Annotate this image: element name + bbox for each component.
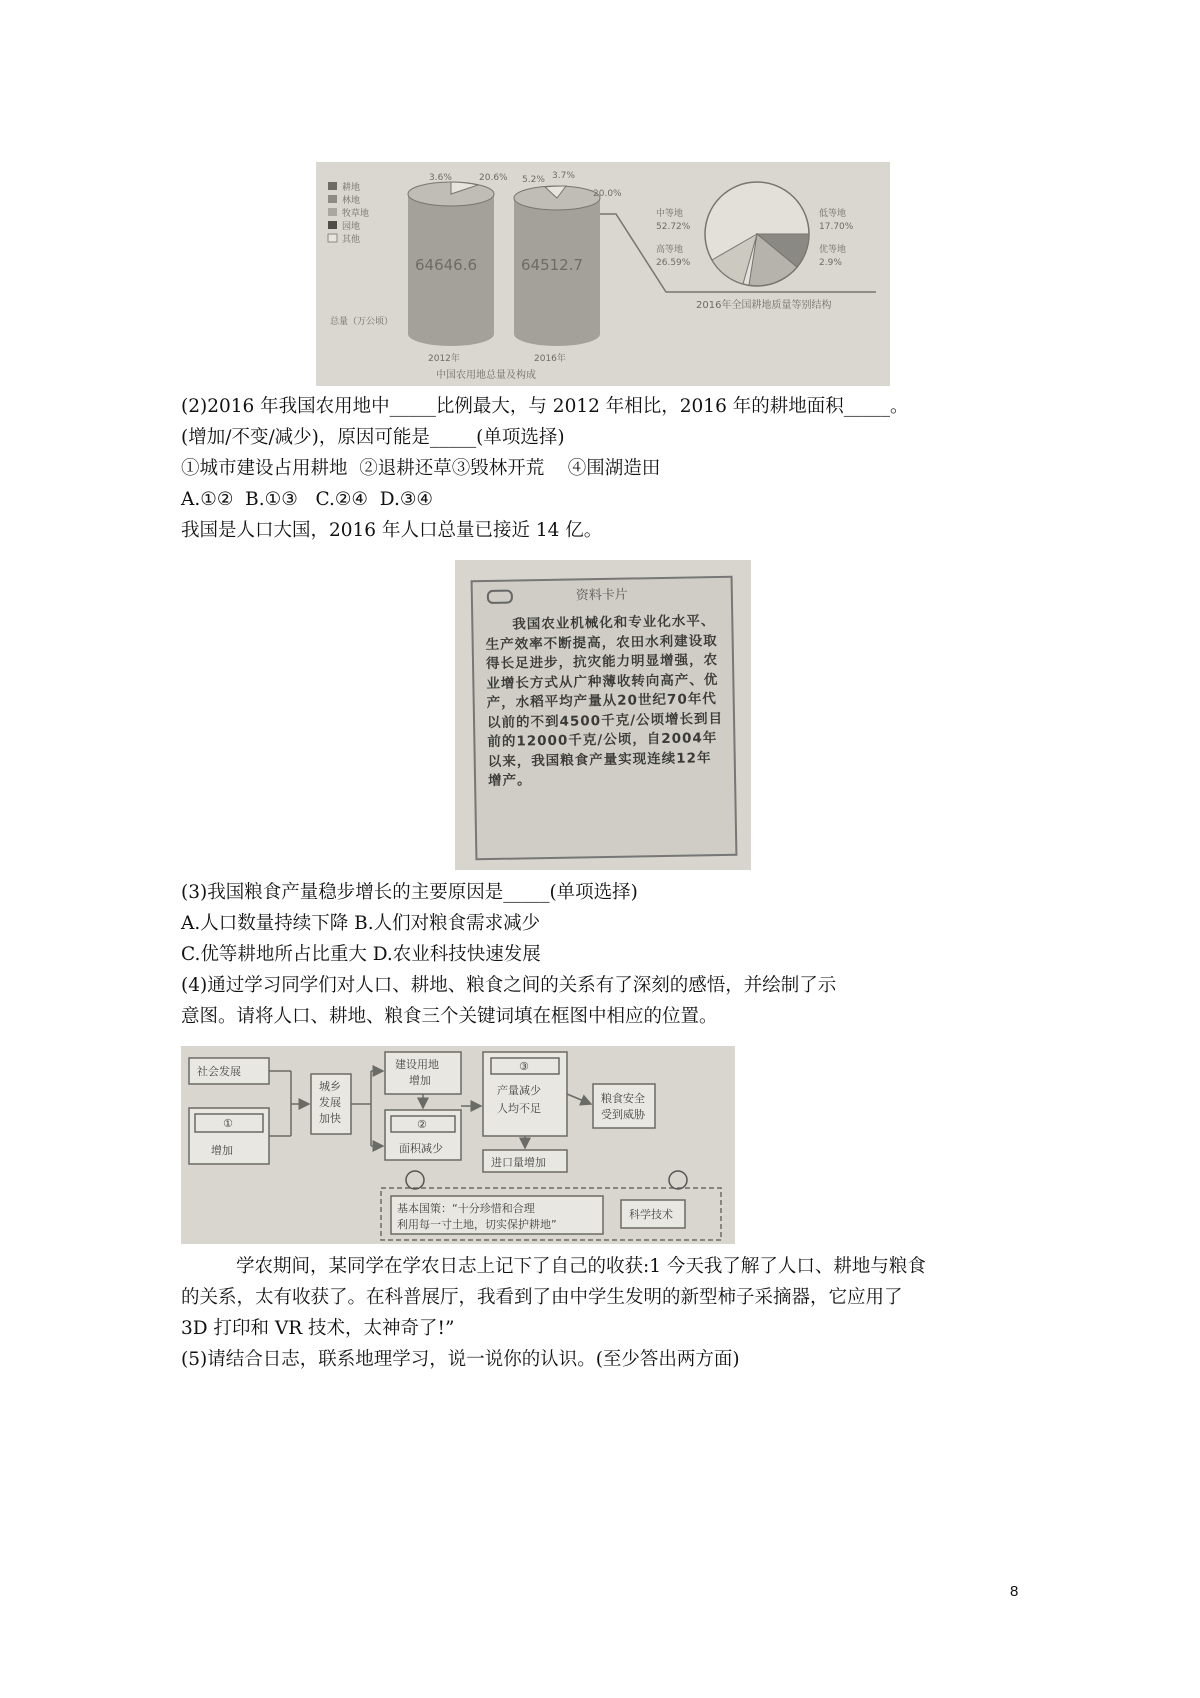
pie-label-pct: 26.59% <box>656 258 691 268</box>
q2-line: (增加/不变/减少)，原因可能是_____(单项选择) <box>181 427 565 448</box>
fist-icon <box>669 1171 687 1189</box>
box-3-text: 人均不足 <box>497 1102 541 1115</box>
box-1-text: 增加 <box>211 1144 233 1157</box>
cylinder-2012 <box>408 173 508 364</box>
basic-policy-line: 利用每一寸土地，切实保护耕地” <box>397 1218 557 1231</box>
q3-choice-line: C.优等耕地所占比重大 D.农业科技快速发展 <box>181 944 541 965</box>
legend-item: 林地 <box>342 196 361 206</box>
box-3-text: 产量减少 <box>497 1084 541 1097</box>
pie-label-pct: 52.72% <box>656 222 691 232</box>
cylinder-2016-top-label: 5.2% <box>522 175 545 185</box>
construction-land-line: 建设用地 <box>395 1058 439 1071</box>
diary-paragraph: 学农期间，某同学在学农日志上记下了自己的收获:1 今天我了解了人口、耕地与粮食 <box>236 1256 926 1277</box>
q4-line: 意图。请将人口、耕地、粮食三个关键词填在框图中相应的位置。 <box>181 1006 718 1027</box>
legend-item: 牧草地 <box>342 209 370 219</box>
legend-item: 其他 <box>342 235 361 245</box>
urban-line: 加快 <box>319 1112 341 1125</box>
basic-policy-line: 基本国策：“十分珍惜和合理 <box>397 1202 535 1215</box>
blank-box-3: ③ <box>519 1060 529 1073</box>
cylinder-2012-year: 2012年 <box>428 354 460 364</box>
figure1-caption: 中国农用地总量及构成 <box>436 370 536 381</box>
cylinder-2016-year: 2016年 <box>534 354 566 364</box>
diary-paragraph: 的关系，太有收获了。在科普展厅，我看到了由中学生发明的新型柿子采摘器，它应用了 <box>181 1287 903 1308</box>
cylinder-2016 <box>514 171 622 364</box>
cylinder-2016-top-label: 3.7% <box>552 171 575 181</box>
box-2-text: 面积减少 <box>399 1142 443 1155</box>
unit-label: 总量（万公顷） <box>330 317 394 327</box>
urban-line: 发展 <box>319 1096 341 1109</box>
pie-caption: 2016年全国耕地质量等别结构 <box>696 300 832 311</box>
pie-label-pct: 17.70% <box>819 222 854 232</box>
data-card <box>471 576 738 861</box>
construction-land-line: 增加 <box>409 1074 431 1087</box>
pie-label-pct: 2.9% <box>819 258 842 268</box>
food-security-line: 受到威胁 <box>601 1108 645 1121</box>
pie-label-name: 低等地 <box>819 209 847 219</box>
social-development-box: 社会发展 <box>197 1065 241 1078</box>
urban-line: 城乡 <box>319 1080 341 1093</box>
data-card-title: 资料卡片 <box>575 587 628 604</box>
cylinder-2012-top-label: 20.6% <box>479 173 508 183</box>
relationship-flowchart <box>181 1046 735 1244</box>
cylinder-2012-top-label: 3.6% <box>429 173 452 183</box>
q4-line: (4)通过学习同学们对人口、耕地、粮食之间的关系有了深刻的感悟，并绘制了示 <box>181 975 837 996</box>
q3-line: (3)我国粮食产量稳步增长的主要原因是_____(单项选择) <box>181 882 638 903</box>
cylinder-2012-value: 64646.6 <box>415 256 478 274</box>
q2-choices-line: A.①② B.①③ C.②④ D.③④ <box>181 489 433 510</box>
fist-icon <box>406 1171 424 1189</box>
q2-line: (2)2016 年我国农用地中_____比例最大，与 2012 年相比，2016 年的耕地面积_____。 <box>181 396 909 417</box>
legend-item: 园地 <box>342 222 361 232</box>
data-card-figure <box>455 560 751 870</box>
population-statement: 我国是人口大国，2016 年人口总量已接近 14 亿。 <box>181 520 603 541</box>
imports-box: 进口量增加 <box>491 1156 546 1169</box>
pie-label-name: 优等地 <box>819 245 847 255</box>
cylinder-2016-value: 64512.7 <box>521 256 584 274</box>
legend-item: 耕地 <box>342 183 361 193</box>
legend <box>328 181 369 245</box>
q3-choice-line: A.人口数量持续下降 B.人们对粮食需求减少 <box>181 913 541 934</box>
page-number: 8 <box>1010 1583 1019 1600</box>
blank-box-2: ② <box>417 1118 427 1131</box>
agricultural-land-figure <box>316 162 890 386</box>
food-security-line: 粮食安全 <box>601 1092 645 1105</box>
q2-options-line: ①城市建设占用耕地 ②退耕还草③毁林开荒 ④围湖造田 <box>181 458 661 479</box>
pie-label-name: 高等地 <box>656 245 684 255</box>
science-tech-box: 科学技术 <box>629 1208 673 1221</box>
cylinder-2016-top-label: 20.0% <box>593 189 622 199</box>
diary-paragraph: 3D 打印和 VR 技术，太神奇了!” <box>181 1318 455 1339</box>
data-card-body: 我国农业机械化和专业化水平、生产效率不断提高，农田水利建设取得长足进步，抗灾能力明显增强，农业增长方式从广种薄收转向高产、优产，水稻平均产量从20世纪70年代以前的不到4500千克/公顷增长到目前的12000千克/公顷，自2004年以来，我国粮食产量实现连续12年增产。 <box>485 613 724 790</box>
blank-box-1: ① <box>223 1117 233 1130</box>
pie-label-name: 中等地 <box>656 209 684 219</box>
q5-question: (5)请结合日志，联系地理学习，说一说你的认识。(至少答出两方面) <box>181 1349 740 1370</box>
